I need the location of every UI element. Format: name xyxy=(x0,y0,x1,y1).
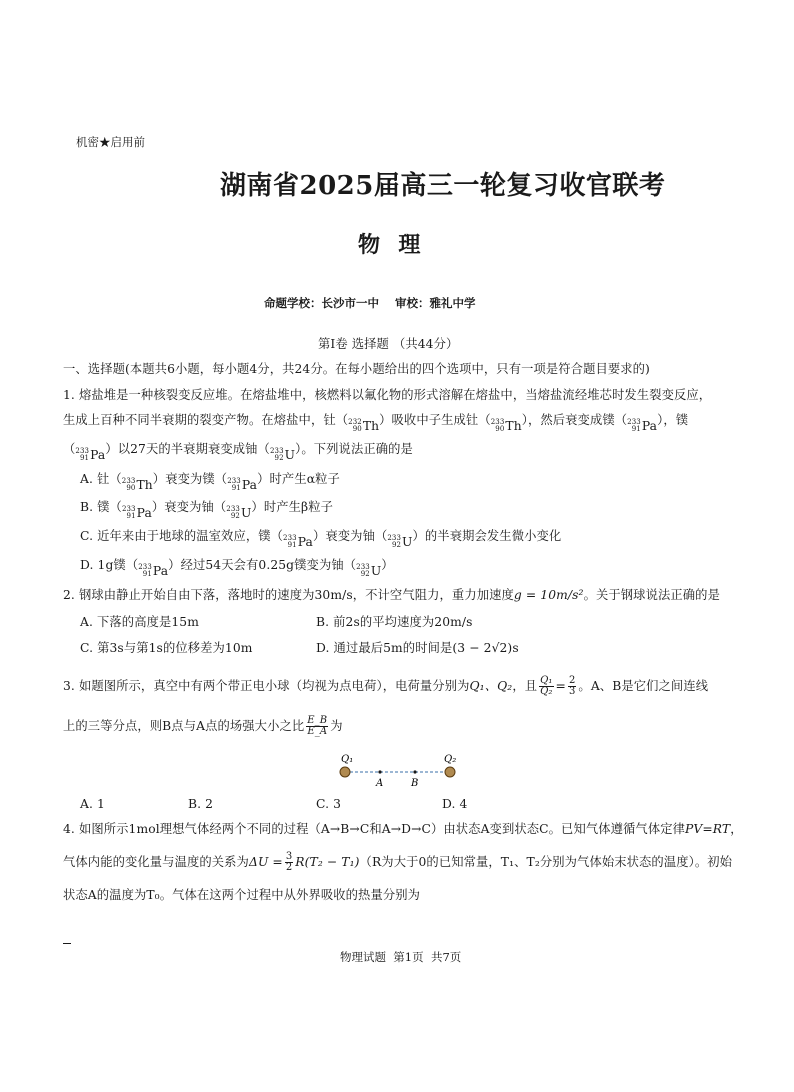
q1-option-a[interactable]: A. 钍（ 233 90 Th ）衰变为镤（ 233 91 Pa ）时产生α粒子 xyxy=(80,472,340,492)
school-info: 命题学校：长沙市一中 审校：雅礼中学 xyxy=(264,296,476,310)
label-q2: Q₂ xyxy=(444,754,457,765)
q2-option-c[interactable]: C. 第3s与第1s的位移差为10m xyxy=(80,641,253,655)
nuclide-th233: 233 90 Th xyxy=(490,418,522,433)
ratio-q1-q2: $\frac{\text{Q₁}}{\text{Q₂}}$ xyxy=(540,675,553,697)
part-title: 第Ⅰ卷 选择题 （共44分） xyxy=(318,337,459,351)
three-halves: $\frac{3}{2}$ xyxy=(285,851,293,873)
q1-option-d[interactable]: D. 1g镤（ 233 91 Pa ）经过54天会有0.25g镤变为铀（ 233 92 U ） xyxy=(80,558,394,578)
label-b: B xyxy=(411,778,419,789)
point-b xyxy=(413,770,416,773)
nuclide-th232: 232 90 Th xyxy=(348,418,380,433)
q4-line1: 4. 如图所示1mol理想气体经两个不同的过程（A→B→C和A→D→C）由状态A变到状态C。已知气体遵循气体定律PV=RT， xyxy=(63,822,743,836)
q1-option-c[interactable]: C. 近年来由于地球的温室效应，镤（ 233 91 Pa ）衰变为铀（ 233 92 U ）的半衰期会发生微小变化 xyxy=(80,529,562,549)
q3-option-a[interactable]: A. 1 xyxy=(80,797,105,811)
label-q1: Q₁ xyxy=(341,754,354,765)
point-a xyxy=(378,770,381,773)
q2-option-d[interactable]: D. 通过最后5m的时间是(3 − 2√2)s xyxy=(316,641,519,655)
nuclide-pa233: 233 91 Pa xyxy=(627,418,658,433)
q1-line2: 生成上百种不同半衰期的裂变产物。在熔盐中，钍（ 232 90 Th ）吸收中子生成钍（ 233 90 Th ），然后衰变成镤（ 233 91 Pa ），镤 xyxy=(63,413,689,433)
q2-option-b[interactable]: B. 前2s的平均速度为20m/s xyxy=(316,615,473,629)
ratio-value: $\frac{2}{3}$ xyxy=(568,675,576,697)
q2-option-a[interactable]: A. 下落的高度是15m xyxy=(80,615,199,629)
margin-mark xyxy=(63,943,71,944)
confidential-mark: 机密★启用前 xyxy=(76,135,145,149)
label-a: A xyxy=(376,778,384,789)
q3-line2: 上的三等分点，则B点与A点的场强大小之比 $\frac{E\_B}{E\_A}$ 为 xyxy=(63,715,343,737)
q3-option-d[interactable]: D. 4 xyxy=(442,797,468,811)
charge-q1 xyxy=(340,767,350,777)
section-instruction: 一、选择题(本题共6小题，每小题4分，共24分。在每小题给出的四个选项中，只有一项是符合题目要求的) xyxy=(63,362,650,376)
q4-line3: 状态A的温度为T₀。气体在这两个过程中从外界吸收的热量分别为 xyxy=(63,888,421,902)
subject-title: 物 理 xyxy=(358,232,422,258)
field-ratio: $\frac{E\_B}{E\_A}$ xyxy=(307,715,328,737)
q3-option-b[interactable]: B. 2 xyxy=(188,797,214,811)
q1-line1: 1. 熔盐堆是一种核裂变反应堆。在熔盐堆中，核燃料以氟化物的形式溶解在熔盐中，当熔盐流经堆芯时发生裂变反应， xyxy=(63,388,712,402)
q3-option-c[interactable]: C. 3 xyxy=(316,797,342,811)
q1-line3: （ 233 91 Pa ）以27天的半衰期衰变成铀（ 233 92 U ）。下列说法正确的是 xyxy=(63,442,413,462)
page-footer: 物理试题 第1页 共7页 xyxy=(340,950,462,964)
exam-title: 湖南省2025届高三一轮复习收官联考 xyxy=(220,171,666,201)
charge-figure xyxy=(330,752,470,792)
q3-stem: 3. 如题图所示，真空中有两个带正电小球（均视为点电荷），电荷量分别为Q₁、Q₂，且 $\frac{\text{Q₁}}{\text{Q₂}}$ = $\frac{2}{3}$ 。A、B是它们之间连线 xyxy=(63,675,709,697)
nuclide-u233: 233 92 U xyxy=(269,447,296,462)
q2-stem: 2. 钢球由静止开始自由下落，落地时的速度为30m/s，不计空气阻力，重力加速度g = 10m/s²。关于钢球说法正确的是 xyxy=(63,588,720,602)
charge-q2 xyxy=(445,767,455,777)
q1-option-b[interactable]: B. 镤（ 233 91 Pa ）衰变为铀（ 233 92 U ）时产生β粒子 xyxy=(80,500,334,520)
q4-line2: 气体内能的变化量与温度的关系为ΔU = $\frac{3}{2}$ R(T₂ − T₁)（R为大于0的已知常量，T₁、T₂分别为气体始末状态的温度）。初始 xyxy=(63,851,733,873)
